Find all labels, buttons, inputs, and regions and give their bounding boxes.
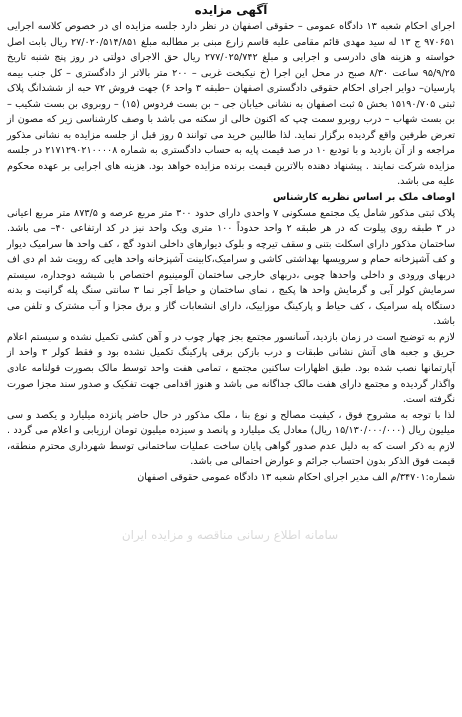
inspection-note-paragraph: لازم به توضیح است در زمان بازدید، آسانسور مجتمع بجز چهار چوب در و آهن کشی تکمیل نشده و سیستم اعلام حریق و جعبه های آتش نشانی طبقات و درب بازکن برقی پارکینگ تکمیل نشده بود و فقط کولر ۳ واحد از آپارتمانها نصب شده بود. طبق اظهارات ساکنین مجتمع ، تمامی هفت واحد توسط مالک بصورت قولنامه عادی واگذار گردیده و مجتمع دارای هفت مالک جداگانه می باشد و هنوز اقدامی جهت تفکیک و صدور سند مجزا صورت نگرفته است. <box>7 331 455 406</box>
notice-intro-paragraph: اجرای احکام شعبه ۱۳ دادگاه عمومی – حقوقی اصفهان در نظر دارد جلسه مزایده ای در خصوص کلاسه اجرایی ۹۷۰۶۵۱ ج ۱۳ له سید مهدی قائم مقامی علیه قاسم زارع مبنی بر مطالبه مبلغ ۲۷/۰۲۰/۵۱۴/۸۵۱ ریال بابت اصل خواسته و هزینه های دادرسی و اجرایی و مبلغ ۲۷۷/۰۲۵/۷۴۲ ریال حق الاجرای دولتی در روز پنج شنبه تاریخ ۹۵/۹/۲۵ ساعت ۸/۳۰ صبح در محل این اجرا (خ نیکبخت غربی – ۲۰۰ متر بالاتر از دادگستری – کل جنب بیمه پارسیان– دوایر اجرای احکام حقوقی دادگستری اصفهان –طبقه ۳ واحد ۶) جهت فروش ۷۲ حبه از ششدانگ پلاک ثبتی ۱۵۱۹۰/۷۰۵ بخش ۵ ثبت اصفهان به نشانی خیابان جی – بن بست فردوس (۱۵) – روبروی بن بست شکیب – بن بست شهاب – درب روبرو سمت چپ که اکنون خالی از سکنه می باشد با وصف کارشناسی زیر که مصون از تعرض طرفین واقع گردیده برگزار نماید. لذا طالبین خرید می توانند ۵ روز قبل از جلسه مزایده به نشانی مذکور مراجعه و از آن بازدید و با تودیع ۱۰ در صد قیمت پایه به حساب دادگستری به شماره ۲۱۷۱۲۹۰۲۱۰۰۰۰۸ در جلسه مزایده شرکت نمایند . پیشنهاد دهنده بالاترین قیمت برنده مزایده خواهد بود. هزینه های اجرایی بر عهده محکوم علیه می باشد. <box>7 21 456 188</box>
valuation-paragraph: لذا با توجه به مشروح فوق ، کیفیت مصالح و نوع بنا ، ملک مذکور در حال حاضر پانزده میلیارد و یکصد و سی میلیون ریال (۱۵/۱۳۰/۰۰۰/۰۰۰ ریال) معادل یک میلیارد و پانصد و سیزده میلیون تومان ارزیابی و اعلام می گردد . لازم به ذکر است که به دلیل عدم صدور گواهی پایان ساخت عملیات ساختمانی توسط شهرداری محترم منطقه، قیمت فوق الذکر بدون احتساب جرائم و عوارض احتمالی می باشد. <box>7 409 455 468</box>
notice-title: آگهی مزایده <box>194 3 268 17</box>
notice-footer: شماره:۳۴۷۰۱/م الف مدیر اجرای احکام شعبه ۱۳ دادگاه عمومی حقوقی اصفهان <box>137 471 455 483</box>
property-description-heading: اوصاف ملک بر اساس نظریه کارشناس <box>272 192 455 204</box>
watermark: سامانه اطلاع رسانی مناقصه و مزایده ایران <box>121 528 339 542</box>
property-description-paragraph: پلاک ثبتی مذکور شامل یک مجتمع مسکونی ۷ واحدی دارای حدود ۳۰۰ متر مربع عرصه و ۸۷۳/۵ متر مربع اعیانی در ۳ طبقه روی پیلوت که در هر طبقه ۲ واحد حدوداً ۱۰۰ متری ویک واحد نیز در کد ارتفاعی ۴۰– می باشد. ساختمان مذکور دارای اسکلت بتنی و سقف تیرچه و بلوک دیوارهای داخلی اندود گچ ، کف واحد ها سرامیک دیوار و کف آشپزخانه حمام و سرویسها بهداشتی کاشی و سرامیک،کابینت آشپزخانه واحد هایی که رویت شد ام دی اف دربهای ورودی و داخلی واحدها چوبی ،دربهای خارجی ساختمان آلومینیوم اختصاص با شیشه دوجداره، سیستم سرمایش کولر آبی و گرمایش واحد ها پکیج ، نمای ساختمان و حیاط آجر نما ۳ سانتی سنگ پله گرانیت و بدنه دستگاه پله سرامیک ، کف حیاط و پارکینگ موزاییک، دارای انشعابات گاز و برق مجزا و آب مشترک و تلفن می باشد. <box>7 207 456 328</box>
